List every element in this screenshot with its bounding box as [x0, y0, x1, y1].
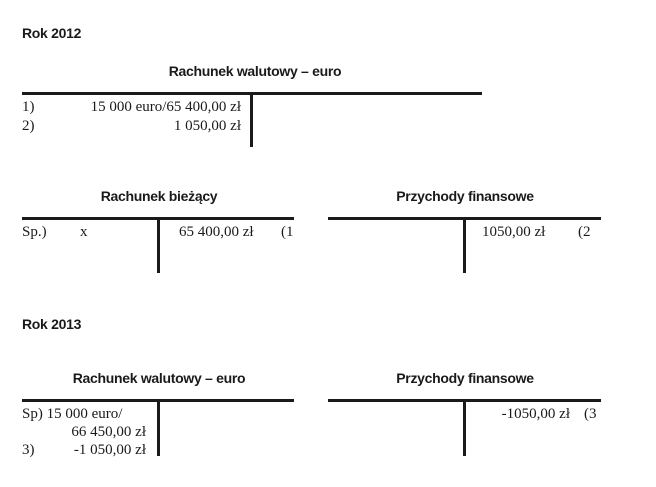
year-2012-title: Rok 2012 — [22, 25, 82, 41]
debit-row-number: 2) — [22, 118, 35, 134]
credit-ref: (3 — [584, 406, 597, 422]
credit-ref: (2 — [578, 224, 591, 240]
debit-row-value: -1 050,00 zł — [73, 442, 146, 458]
credit-value: 65 400,00 zł — [179, 224, 254, 240]
debit-row-value: 15 000 euro/65 400,00 zł — [90, 99, 241, 115]
credit-value: -1050,00 zł — [501, 406, 570, 422]
debit-label: Sp.) — [22, 224, 47, 240]
t-account-divider — [250, 93, 253, 147]
debit-value: x — [80, 224, 88, 240]
account-title: Rachunek walutowy – euro — [72, 370, 246, 386]
t-account-divider — [157, 218, 160, 273]
debit-row-value: 1 050,00 zł — [173, 118, 241, 134]
year-2013-title: Rok 2013 — [22, 316, 82, 332]
credit-value: 1050,00 zł — [482, 224, 546, 240]
account-title: Przychody finansowe — [396, 370, 534, 386]
debit-row-number: 1) — [22, 99, 35, 115]
credit-ref: (1 — [281, 224, 294, 240]
debit-line-1: Sp) 15 000 euro/ — [22, 406, 123, 422]
t-account-divider — [463, 218, 466, 273]
account-title: Przychody finansowe — [396, 188, 534, 204]
t-account-divider — [463, 400, 466, 456]
debit-line-2: 66 450,00 zł — [71, 424, 146, 440]
t-account-divider — [157, 400, 160, 456]
debit-row-number: 3) — [22, 442, 35, 458]
account-title: Rachunek walutowy – euro — [168, 63, 342, 79]
account-title: Rachunek bieżący — [100, 188, 218, 204]
